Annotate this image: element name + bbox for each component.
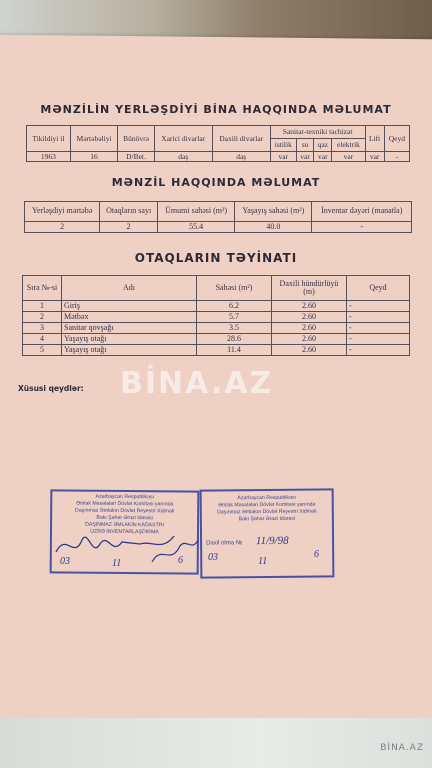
cell-heating: var xyxy=(270,152,296,162)
stamp-line: Bakı Şəhər Ərazi İdarəsi xyxy=(96,514,153,522)
table-row xyxy=(27,152,410,162)
table-row xyxy=(23,345,410,356)
header-total-area: Ümumi sahəsi (m²) xyxy=(158,202,235,222)
cell-inner-walls: daş xyxy=(212,152,270,162)
table-row xyxy=(23,301,410,312)
stamp-reg-value: 11/9/98 xyxy=(255,534,289,548)
header-gas: qaz xyxy=(314,139,332,152)
room-note: - xyxy=(347,301,410,312)
header-inner-walls: Daxili divarlar xyxy=(212,126,270,152)
stamp-line: Daşınmaz Əmlakın Dövlət Reyestri Xidməti xyxy=(74,507,175,515)
special-notes-label: Xüsusi qeydlər: xyxy=(18,384,84,393)
room-height: 2.60 xyxy=(272,334,347,345)
room-name: Sanitar qovşağı xyxy=(62,323,197,334)
room-area: 28.6 xyxy=(197,334,272,345)
room-name: Mətbəx xyxy=(62,312,197,323)
header-num: Sıra №-si xyxy=(23,276,62,301)
room-num: 3 xyxy=(23,323,62,334)
header-floor: Yerləşdiyi mərtəbə xyxy=(25,202,100,222)
room-num: 5 xyxy=(23,345,62,356)
background-bottom xyxy=(0,718,432,768)
stamp-left-month: 11 xyxy=(112,558,122,569)
cell-living-area: 40.0 xyxy=(235,222,312,233)
room-num: 4 xyxy=(23,334,62,345)
room-num: 2 xyxy=(23,312,62,323)
stamp-line: Bakı Şəhər Ərazi İdarəsi xyxy=(238,515,296,523)
building-table xyxy=(26,125,410,162)
header-rooms-count: Otaqların sayı xyxy=(100,202,158,222)
header-lift: Lift xyxy=(365,126,384,152)
stamp-line: DAŞINMAZ ƏMLAKIN KADASTRI xyxy=(85,521,165,529)
apartment-info-title: MƏNZİL HAQQINDA MƏLUMAT xyxy=(111,176,321,189)
cell-lift: var xyxy=(365,152,384,162)
header-sanitary: Sanitar-texniki təchizat xyxy=(270,126,365,139)
header-floors: Mərtəbəliyi xyxy=(70,126,117,152)
table-row xyxy=(23,312,410,323)
room-name: Yaşayış otağı xyxy=(62,345,197,356)
table-row xyxy=(23,334,410,345)
room-name: Giriş xyxy=(62,301,197,312)
rooms-title: OTAQLARIN TƏYİNATI xyxy=(134,251,298,265)
room-name: Yaşayış otağı xyxy=(62,334,197,345)
cell-rooms-count: 2 xyxy=(100,222,158,233)
stamp-right-day: 03 xyxy=(208,552,218,563)
rooms-table xyxy=(22,275,410,356)
header-name: Adı xyxy=(62,276,197,301)
room-area: 5.7 xyxy=(197,312,272,323)
room-height: 2.60 xyxy=(272,345,347,356)
stamp-left-day: 03 xyxy=(60,556,70,567)
stamp-right-year: 6 xyxy=(314,549,319,560)
room-note: - xyxy=(347,323,410,334)
cell-inventory-value: - xyxy=(312,222,412,233)
room-note: - xyxy=(347,312,410,323)
stamp-line: Azərbaycan Respublikası xyxy=(237,494,296,502)
cell-floors: 16 xyxy=(70,152,117,162)
stamp-reg-label: Daxil olma № xyxy=(206,540,243,547)
header-water: su xyxy=(296,139,313,152)
cell-electric: var xyxy=(332,152,365,162)
cell-built-year: 1963 xyxy=(27,152,71,162)
room-height: 2.60 xyxy=(272,301,347,312)
table-row xyxy=(25,222,412,233)
cell-gas: var xyxy=(314,152,332,162)
stamp-line: Azərbaycan Respublikası xyxy=(95,493,155,501)
cell-note: - xyxy=(384,152,409,162)
header-inventory-value: İnventar dəyəri (manatla) xyxy=(312,202,412,222)
cell-outer-walls: daş xyxy=(154,152,212,162)
stamp-line: Daşınmaz Əmlakın Dövlət Reyestri Xidməti xyxy=(217,508,317,516)
room-height: 2.60 xyxy=(272,312,347,323)
stamp-line: Əmlak Məsələləri Dövlət Komitəsi yanında xyxy=(218,501,316,509)
room-height: 2.60 xyxy=(272,323,347,334)
header-room-note: Qeyd xyxy=(347,276,410,301)
table-row xyxy=(23,323,410,334)
cell-water: var xyxy=(296,152,313,162)
cell-total-area: 55.4 xyxy=(158,222,235,233)
header-note: Qeyd xyxy=(384,126,409,152)
stamp-line: Əmlak Məsələləri Dövlət Komitəsi yanında xyxy=(76,500,174,508)
room-area: 6.2 xyxy=(197,301,272,312)
building-info-title: MƏNZİLİN YERLƏŞDİYİ BİNA HAQQINDA MƏLUMAT xyxy=(40,103,392,116)
stamp-left-year: 6 xyxy=(178,555,183,566)
header-height: Daxili hündürlüyü (m) xyxy=(272,276,347,301)
watermark: BİNA.AZ xyxy=(120,366,274,401)
signature-left xyxy=(52,522,202,572)
stamp-right-month: 11 xyxy=(258,556,268,567)
room-area: 11.4 xyxy=(197,345,272,356)
stamp-line: ÜZRƏ İNVENTARLAŞDIRMA xyxy=(90,528,159,536)
room-note: - xyxy=(347,334,410,345)
corner-watermark: BİNA.AZ xyxy=(380,743,424,753)
cell-foundation: D/Bet. xyxy=(118,152,155,162)
room-area: 3.5 xyxy=(197,323,272,334)
cell-floor: 2 xyxy=(25,222,100,233)
room-note: - xyxy=(347,345,410,356)
header-living-area: Yaşayış sahəsi (m²) xyxy=(235,202,312,222)
header-area: Sahəsi (m²) xyxy=(197,276,272,301)
apartment-table xyxy=(24,201,412,233)
header-electric: elektrik xyxy=(332,139,365,152)
header-outer-walls: Xarici divarlar xyxy=(154,126,212,152)
header-heating: istilik xyxy=(270,139,296,152)
header-built-year: Tikildiyi il xyxy=(27,126,71,152)
header-foundation: Bünövrə xyxy=(118,126,155,152)
room-num: 1 xyxy=(23,301,62,312)
